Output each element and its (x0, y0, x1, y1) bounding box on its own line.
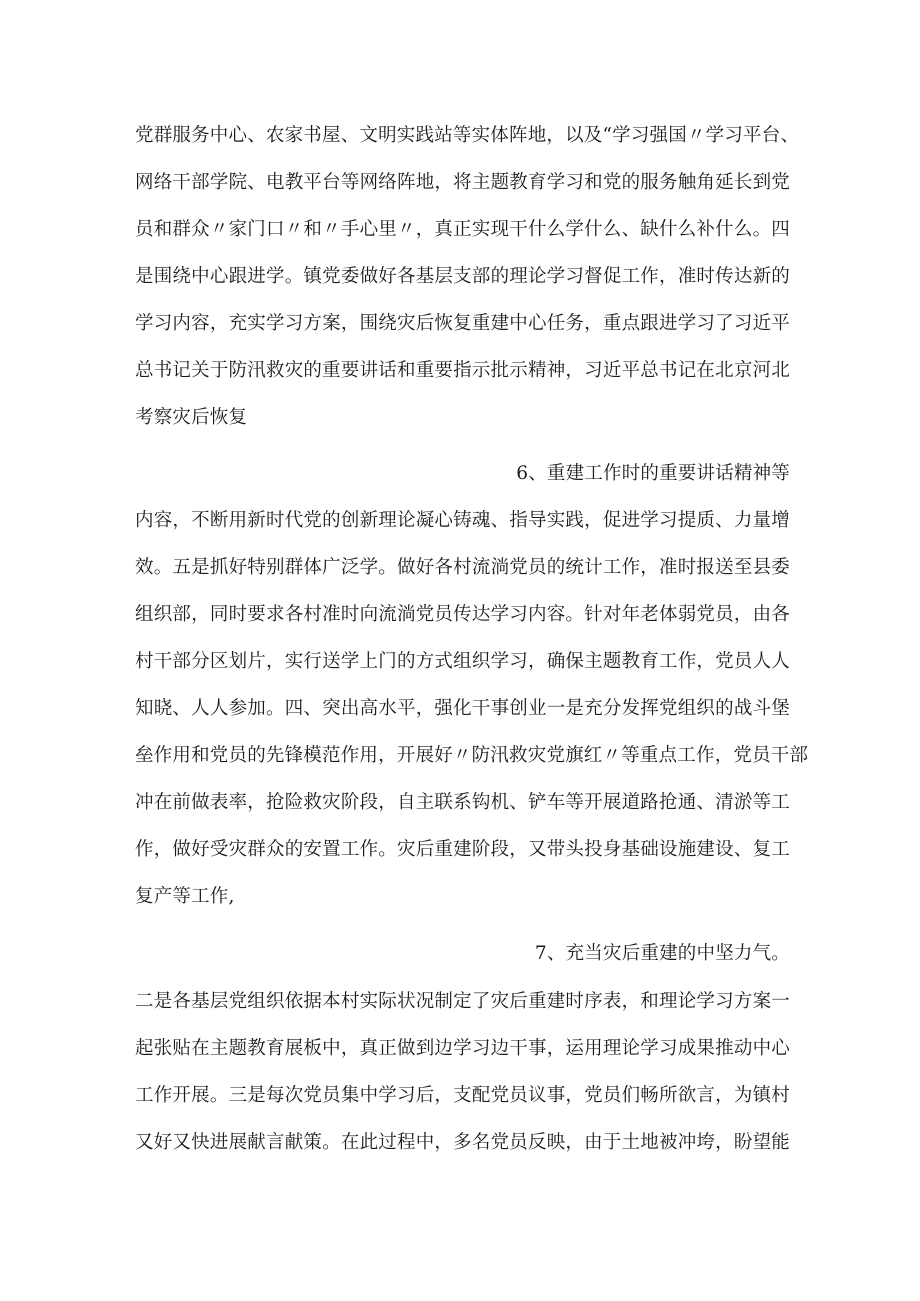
text-line: 工作开展。三是每次党员集中学习后，支配党员议事，党员们畅所欲言，为镇村 (135, 1085, 790, 1106)
text-line: 组织部，同时要求各村准时向流淌党员传达学习内容。针对年老体弱党员，由各 (135, 604, 790, 625)
text-line: 复产等工作, (135, 886, 235, 907)
text-line: 是围绕中心跟进学。镇党委做好各基层支部的理论学习督促工作，准时传达新的 (135, 266, 790, 287)
text-line: 学习内容，充实学习方案，围绕灾后恢复重建中心任务，重点跟进学习了习近平 (135, 313, 790, 334)
text-line: 员和群众〃家门口〃和〃手心里〃，真正实现干什么学什么、缺什么补什么。四 (135, 219, 790, 240)
text-line: 内容，不断用新时代党的创新理论凝心铸魂、指导实践，促进学习提质、力量增 (135, 510, 790, 531)
text-line: 垒作用和党员的先锋模范作用，开展好〃防汛救灾党旗红〃等重点工作，党员干部 (135, 745, 809, 766)
text-line: 二是各基层党组织依据本村实际状况制定了灾后重建时序表，和理论学习方案一 (135, 991, 790, 1012)
text-line: 效。五是抓好特别群体广泛学。做好各村流淌党员的统计工作，准时报送至县委 (135, 557, 790, 578)
text-line: 党群服务中心、农家书屋、文明实践站等实体阵地，以及“学习强国〃学习平台、 (135, 125, 800, 146)
text-line: 起张贴在主题教育展板中，真正做到边学习边干事，运用理论学习成果推动中心 (135, 1038, 790, 1059)
text-line: 村干部分区划片，实行送学上门的方式组织学习，确保主题教育工作，党员人人 (135, 651, 790, 672)
text-line: 作，做好受灾群众的安置工作。灾后重建阶段，又带头投身基础设施建设、复工 (135, 839, 790, 860)
text-line: 网络干部学院、电教平台等网络阵地，将主题教育学习和党的服务触角延长到党 (135, 172, 790, 193)
section-heading-7: 7、充当灾后重建的中坚力气。 (534, 943, 790, 964)
text-line: 冲在前做表率，抢险救灾阶段，自主联系钩机、铲车等开展道路抢通、清淤等工 (135, 792, 790, 813)
text-line: 又好又快进展献言献策。在此过程中，多名党员反映，由于土地被冲垮，盼望能 (135, 1132, 790, 1153)
text-line: 总书记关于防汛救灾的重要讲话和重要指示批示精神，习近平总书记在北京河北 (135, 360, 790, 381)
section-heading-6: 6、重建工作时的重要讲话精神等 (516, 463, 790, 484)
text-line: 知晓、人人参加。四、突出高水平，强化干事创业一是充分发挥党组织的战斗堡 (135, 698, 790, 719)
text-line: 考察灾后恢复 (135, 407, 248, 428)
